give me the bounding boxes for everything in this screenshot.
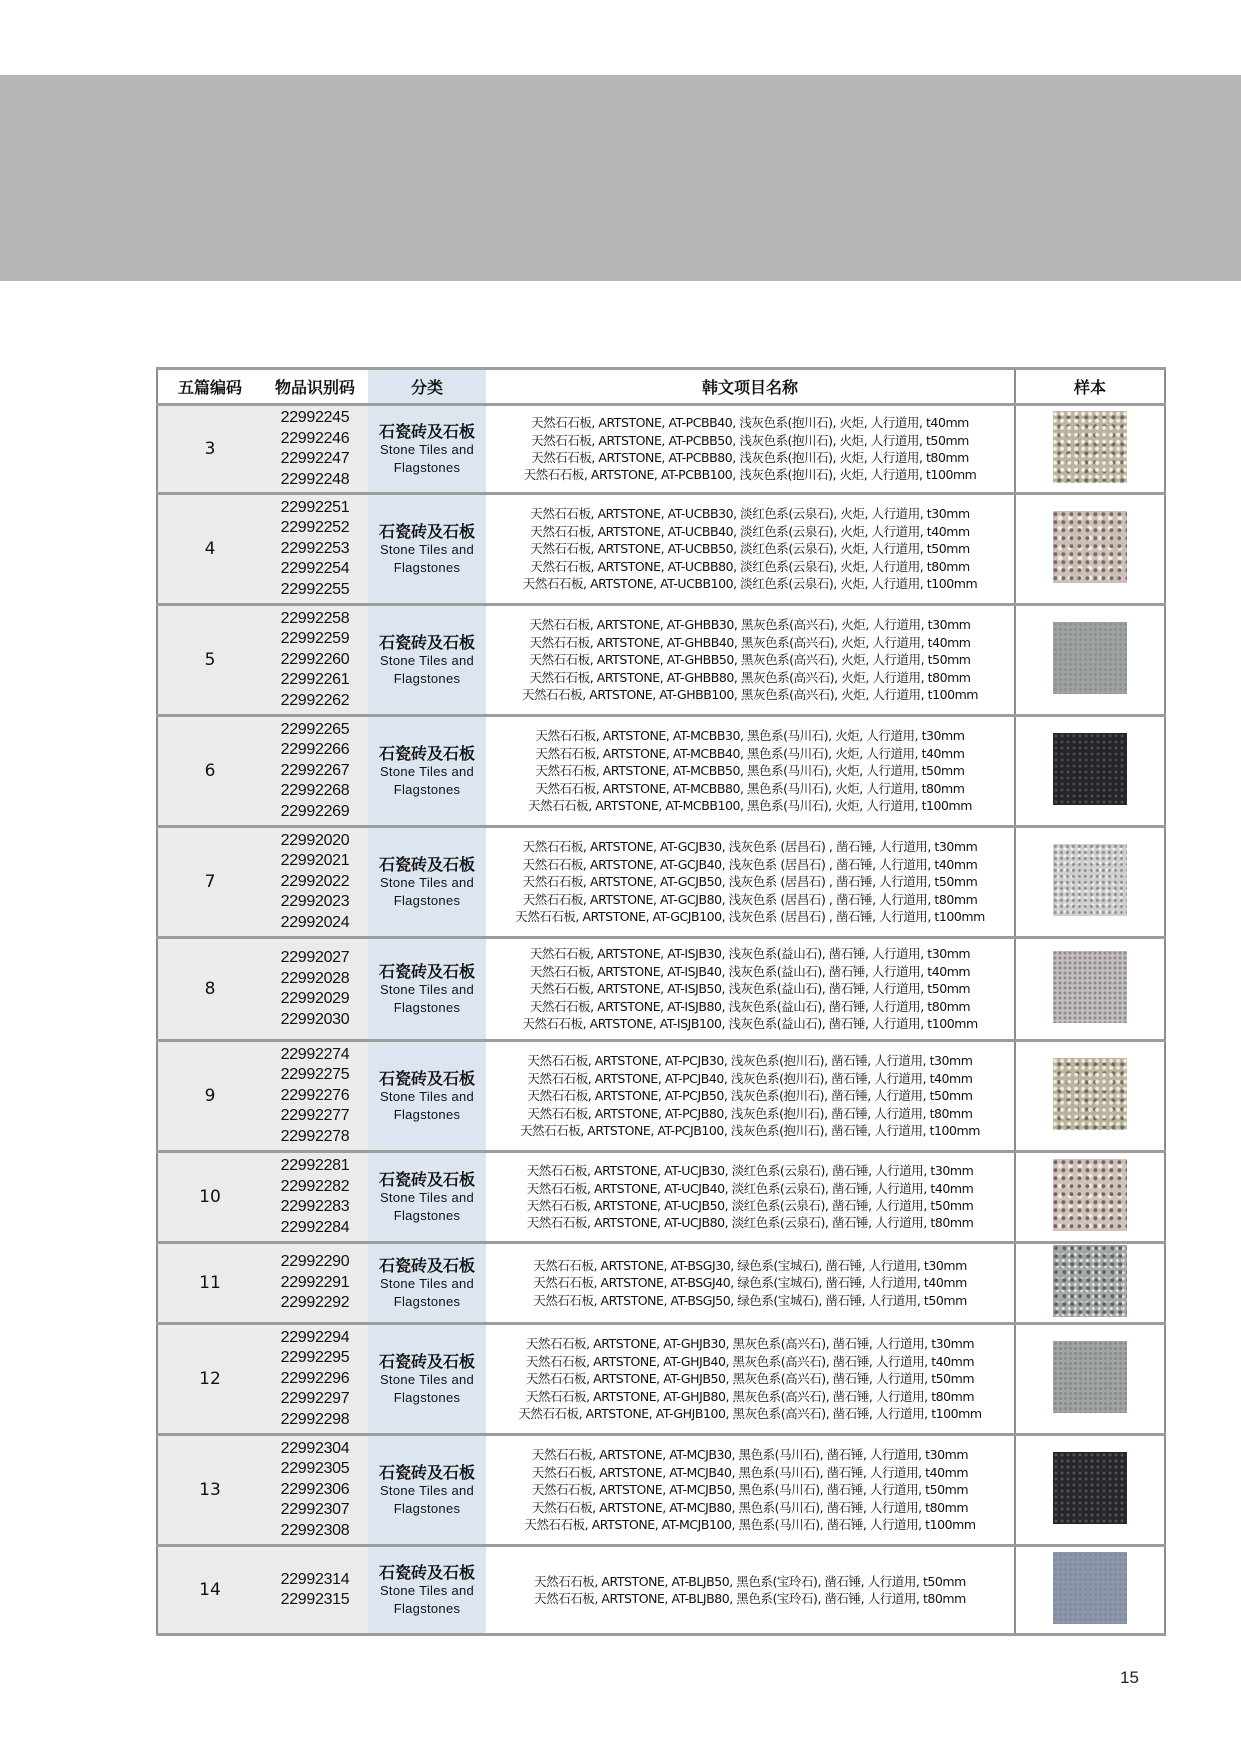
- row-item-ids: [262, 494, 368, 605]
- item-name: 天然石石板, ARTSTONE, AT-MCJB30, 黑色系(马川石), 凿石锤, 人行道用, t30mm: [531, 1447, 969, 1463]
- item-id: 22992304: [280, 1439, 350, 1457]
- item-name: 天然石石板, ARTSTONE, AT-PCBB50, 浅灰色系(抱川石), 火炬, 人行道用, t50mm: [531, 432, 969, 448]
- item-name: 天然石石板, ARTSTONE, AT-BSGJ40, 绿色系(宝城石), 凿石锤, 人行道用, t40mm: [533, 1275, 967, 1291]
- item-name: 天然石石板, ARTSTONE, AT-UCBB40, 淡红色系(云泉石), 火炬, 人行道用, t40mm: [530, 523, 970, 539]
- item-id: 22992291: [280, 1273, 350, 1291]
- header-category: 分类: [368, 369, 486, 405]
- item-id: 22992296: [280, 1369, 350, 1387]
- table-row: [157, 1243, 1165, 1324]
- row-item-ids: [262, 1243, 368, 1324]
- category-zh: 石瓷砖及石板: [378, 1068, 475, 1088]
- table-row: [157, 1546, 1165, 1635]
- row-item-names: [486, 938, 1015, 1041]
- item-id: 22992268: [280, 782, 350, 800]
- stone-sample-image: [1053, 511, 1127, 583]
- row-code: 11: [157, 1243, 262, 1324]
- header-five-chapter-code: 五篇编码: [157, 369, 262, 405]
- item-id: 22992246: [280, 429, 350, 447]
- item-name: 天然石石板, ARTSTONE, AT-PCBB80, 浅灰色系(抱川石), 火炬, 人行道用, t80mm: [531, 450, 969, 465]
- row-sample: [1015, 1546, 1165, 1635]
- item-name: 天然石石板, ARTSTONE, AT-ISJB100, 浅灰色系(益山石), 凿石锤, 人行道用, t100mm: [522, 1016, 978, 1032]
- item-name: 天然石石板, ARTSTONE, AT-MCJB100, 黑色系(马川石), 凿石锤, 人行道用, t100mm: [524, 1517, 976, 1533]
- table-row: [157, 1435, 1165, 1546]
- item-id: 22992245: [280, 409, 350, 426]
- stone-sample-image: [1053, 411, 1127, 483]
- row-code: 13: [157, 1435, 262, 1546]
- table-row: [157, 1152, 1165, 1243]
- row-item-ids: [262, 938, 368, 1041]
- item-id: 22992030: [280, 1010, 350, 1028]
- item-name: 天然石石板, ARTSTONE, AT-UCBB30, 淡红色系(云泉石), 火炬, 人行道用, t30mm: [530, 506, 970, 522]
- category-en: Stone Tiles and Flagstones: [379, 1275, 475, 1309]
- row-item-ids: [262, 1041, 368, 1152]
- category-zh: 石瓷砖及石板: [378, 1255, 475, 1275]
- row-item-names: [486, 494, 1015, 605]
- row-category: [368, 1435, 486, 1546]
- item-name: 天然石石板, ARTSTONE, AT-UCJB50, 淡红色系(云泉石), 凿石锤, 人行道用, t50mm: [526, 1198, 974, 1213]
- item-id: 22992258: [280, 609, 350, 627]
- item-id: 22992029: [280, 990, 350, 1007]
- category-en: Stone Tiles and Flagstones: [379, 1189, 475, 1223]
- table-row: [157, 494, 1165, 605]
- category-zh: 石瓷砖及石板: [378, 1562, 475, 1582]
- row-code: 9: [157, 1041, 262, 1152]
- header-band: [0, 75, 1241, 281]
- row-item-ids: [262, 1324, 368, 1435]
- item-name: 天然石石板, ARTSTONE, AT-ISJB40, 浅灰色系(益山石), 凿石锤, 人行道用, t40mm: [529, 963, 971, 979]
- row-item-names: [486, 1041, 1015, 1152]
- item-id: 22992028: [280, 969, 350, 987]
- item-name: 天然石石板, ARTSTONE, AT-MCBB80, 黑色系(马川石), 火炬, 人行道用, t80mm: [535, 780, 965, 796]
- row-sample: [1015, 938, 1165, 1041]
- stone-sample-image: [1053, 1058, 1127, 1130]
- item-name: 天然石石板, ARTSTONE, AT-BSGJ30, 绿色系(宝城石), 凿石锤, 人行道用, t30mm: [533, 1257, 967, 1273]
- item-name: 天然石石板, ARTSTONE, AT-GCJB40, 浅灰色系 (居昌石) , 凿石锤, 人行道用, t40mm: [522, 856, 978, 872]
- row-sample: [1015, 1435, 1165, 1546]
- row-category: [368, 827, 486, 938]
- row-category: [368, 405, 486, 494]
- item-id: 22992307: [280, 1501, 350, 1519]
- item-name: 天然石石板, ARTSTONE, AT-MCBB30, 黑色系(马川石), 火炬, 人行道用, t30mm: [535, 728, 965, 744]
- row-category: [368, 716, 486, 827]
- item-id: 22992021: [280, 852, 350, 870]
- item-name: 天然石石板, ARTSTONE, AT-BSGJ50, 绿色系(宝城石), 凿石锤, 人行道用, t50mm: [533, 1292, 967, 1308]
- item-id: 22992277: [280, 1107, 350, 1125]
- item-name: 天然石石板, ARTSTONE, AT-GHBB40, 黑灰色系(高兴石), 火炬, 人行道用, t40mm: [529, 634, 971, 650]
- item-id: 22992278: [280, 1127, 350, 1145]
- stone-sample-image: [1053, 733, 1127, 805]
- row-category: [368, 1243, 486, 1324]
- item-name: 天然石石板, ARTSTONE, AT-PCJB30, 浅灰色系(抱川石), 凿石锤, 人行道用, t30mm: [527, 1053, 973, 1069]
- item-id: 22992281: [280, 1157, 350, 1174]
- stone-sample-image: [1053, 1341, 1127, 1413]
- item-id: 22992308: [280, 1521, 350, 1539]
- header-sample: 样本: [1015, 369, 1165, 405]
- row-item-names: [486, 716, 1015, 827]
- table-row: [157, 405, 1165, 494]
- item-name: 天然石石板, ARTSTONE, AT-ISJB50, 浅灰色系(益山石), 凿石锤, 人行道用, t50mm: [529, 981, 971, 997]
- item-id: 22992290: [280, 1253, 350, 1271]
- row-item-names: [486, 1324, 1015, 1435]
- table-row: [157, 605, 1165, 716]
- row-sample: [1015, 827, 1165, 938]
- item-name: 天然石石板, ARTSTONE, AT-PCJB100, 浅灰色系(抱川石), 凿石锤, 人行道用, t100mm: [520, 1123, 980, 1139]
- stone-sample-image: [1053, 1245, 1127, 1317]
- item-name: 天然石石板, ARTSTONE, AT-PCBB100, 浅灰色系(抱川石), 火炬, 人行道用, t100mm: [523, 467, 977, 483]
- row-sample: [1015, 605, 1165, 716]
- category-en: Stone Tiles and Flagstones: [379, 1582, 475, 1616]
- stone-sample-image: [1053, 951, 1127, 1023]
- item-id: 22992027: [280, 949, 350, 966]
- item-name: 天然石石板, ARTSTONE, AT-PCJB80, 浅灰色系(抱川石), 凿石锤, 人行道用, t80mm: [527, 1105, 973, 1121]
- row-code: 6: [157, 716, 262, 827]
- item-name: 天然石石板, ARTSTONE, AT-GHJB50, 黑灰色系(高兴石), 凿石锤, 人行道用, t50mm: [525, 1371, 975, 1387]
- item-id: 22992261: [280, 671, 350, 689]
- item-name: 天然石石板, ARTSTONE, AT-GHBB100, 黑灰色系(高兴石), 火炬, 人行道用, t100mm: [521, 687, 979, 703]
- item-id: 22992022: [280, 872, 350, 890]
- item-id: 22992255: [280, 580, 350, 598]
- row-item-ids: [262, 827, 368, 938]
- category-en: Stone Tiles and Flagstones: [379, 441, 475, 475]
- category-en: Stone Tiles and Flagstones: [379, 1088, 475, 1122]
- row-item-names: [486, 1546, 1015, 1635]
- category-zh: 石瓷砖及石板: [378, 854, 475, 874]
- item-id: 22992282: [280, 1177, 350, 1195]
- item-id: 22992262: [280, 691, 350, 709]
- item-name: 天然石石板, ARTSTONE, AT-GHBB80, 黑灰色系(高兴石), 火炬, 人行道用, t80mm: [529, 669, 971, 685]
- item-name: 天然石石板, ARTSTONE, AT-GHJB100, 黑灰色系(高兴石), 凿石锤, 人行道用, t100mm: [518, 1406, 982, 1422]
- item-name: 天然石石板, ARTSTONE, AT-MCBB40, 黑色系(马川石), 火炬, 人行道用, t40mm: [535, 745, 965, 761]
- category-zh: 石瓷砖及石板: [378, 1169, 475, 1189]
- item-id: 22992024: [280, 913, 350, 931]
- table-row: [157, 716, 1165, 827]
- item-name: 天然石石板, ARTSTONE, AT-PCBB40, 浅灰色系(抱川石), 火炬, 人行道用, t40mm: [531, 415, 969, 431]
- item-name: 天然石石板, ARTSTONE, AT-MCJB80, 黑色系(马川石), 凿石锤, 人行道用, t80mm: [531, 1499, 969, 1515]
- row-code: 3: [157, 405, 262, 494]
- row-item-names: [486, 405, 1015, 494]
- item-name: 天然石石板, ARTSTONE, AT-MCJB50, 黑色系(马川石), 凿石锤, 人行道用, t50mm: [531, 1482, 969, 1498]
- item-id: 22992254: [280, 560, 350, 578]
- item-id: 22992298: [280, 1410, 350, 1428]
- category-zh: 石瓷砖及石板: [378, 743, 475, 763]
- row-code: 7: [157, 827, 262, 938]
- row-category: [368, 1324, 486, 1435]
- table-row: [157, 1041, 1165, 1152]
- row-item-names: [486, 1243, 1015, 1324]
- row-category: [368, 1041, 486, 1152]
- item-name: 天然石石板, ARTSTONE, AT-MCBB50, 黑色系(马川石), 火炬, 人行道用, t50mm: [535, 763, 965, 779]
- item-name: 天然石石板, ARTSTONE, AT-ISJB80, 浅灰色系(益山石), 凿石锤, 人行道用, t80mm: [529, 998, 971, 1014]
- item-id: 22992020: [280, 831, 350, 849]
- item-id: 22992023: [280, 893, 350, 911]
- category-en: Stone Tiles and Flagstones: [379, 1482, 475, 1516]
- item-id: 22992292: [280, 1294, 350, 1312]
- table-header-row: [157, 369, 1165, 405]
- item-id: 22992274: [280, 1045, 350, 1063]
- category-en: Stone Tiles and Flagstones: [379, 541, 475, 575]
- item-id: 22992276: [280, 1086, 350, 1104]
- row-sample: [1015, 1152, 1165, 1243]
- item-name: 天然石石板, ARTSTONE, AT-UCJB40, 淡红色系(云泉石), 凿石锤, 人行道用, t40mm: [526, 1180, 974, 1196]
- row-item-ids: [262, 1546, 368, 1635]
- row-category: [368, 494, 486, 605]
- header-item-name: 韩文项目名称: [486, 369, 1015, 405]
- category-zh: 石瓷砖及石板: [378, 632, 475, 652]
- item-id: 22992305: [280, 1460, 350, 1478]
- category-en: Stone Tiles and Flagstones: [379, 1371, 475, 1405]
- item-name: 天然石石板, ARTSTONE, AT-BLJB50, 黑色系(宝玲石), 凿石锤, 人行道用, t50mm: [534, 1573, 966, 1589]
- item-id: 22992306: [280, 1480, 350, 1498]
- item-id: 22992294: [280, 1328, 350, 1346]
- item-name: 天然石石板, ARTSTONE, AT-UCBB50, 淡红色系(云泉石), 火炬, 人行道用, t50mm: [530, 541, 970, 557]
- row-sample: [1015, 716, 1165, 827]
- stone-sample-image: [1053, 622, 1127, 694]
- row-sample: [1015, 405, 1165, 494]
- row-category: [368, 605, 486, 716]
- item-name: 天然石石板, ARTSTONE, AT-GHBB50, 黑灰色系(高兴石), 火炬, 人行道用, t50mm: [529, 652, 971, 668]
- row-item-ids: [262, 1435, 368, 1546]
- table-row: [157, 1324, 1165, 1435]
- item-id: 22992297: [280, 1390, 350, 1408]
- row-item-ids: [262, 605, 368, 716]
- header-item-id: 物品识别码: [262, 369, 368, 405]
- category-zh: 石瓷砖及石板: [378, 961, 475, 981]
- item-name: 天然石石板, ARTSTONE, AT-GHJB80, 黑灰色系(高兴石), 凿石锤, 人行道用, t80mm: [525, 1388, 975, 1404]
- category-en: Stone Tiles and Flagstones: [379, 763, 475, 797]
- category-zh: 石瓷砖及石板: [378, 1351, 475, 1371]
- item-id: 22992253: [280, 539, 350, 557]
- item-name: 天然石石板, ARTSTONE, AT-GCJB100, 浅灰色系 (居昌石) , 凿石锤, 人行道用, t100mm: [515, 909, 985, 925]
- item-name: 天然石石板, ARTSTONE, AT-PCJB40, 浅灰色系(抱川石), 凿石锤, 人行道用, t40mm: [527, 1070, 973, 1086]
- stone-sample-image: [1053, 1159, 1127, 1231]
- row-category: [368, 1546, 486, 1635]
- item-name: 天然石石板, ARTSTONE, AT-UCBB80, 淡红色系(云泉石), 火炬, 人行道用, t80mm: [530, 558, 970, 574]
- item-id: 22992267: [280, 761, 350, 779]
- row-sample: [1015, 494, 1165, 605]
- row-sample: [1015, 1041, 1165, 1152]
- item-name: 天然石石板, ARTSTONE, AT-GHBB30, 黑灰色系(高兴石), 火炬, 人行道用, t30mm: [529, 617, 971, 633]
- item-id: 22992284: [280, 1218, 350, 1236]
- row-sample: [1015, 1243, 1165, 1324]
- item-id: 22992260: [280, 650, 350, 668]
- item-name: 天然石石板, ARTSTONE, AT-ISJB30, 浅灰色系(益山石), 凿石锤, 人行道用, t30mm: [529, 946, 971, 962]
- item-name: 天然石石板, ARTSTONE, AT-GCJB50, 浅灰色系 (居昌石) , 凿石锤, 人行道用, t50mm: [522, 874, 978, 890]
- item-id: 22992283: [280, 1198, 350, 1215]
- page-number: 15: [1120, 1668, 1139, 1687]
- item-id: 22992275: [280, 1066, 350, 1084]
- table-body: [157, 405, 1165, 1635]
- item-name: 天然石石板, ARTSTONE, AT-PCJB50, 浅灰色系(抱川石), 凿石锤, 人行道用, t50mm: [527, 1088, 973, 1104]
- row-category: [368, 938, 486, 1041]
- row-item-names: [486, 605, 1015, 716]
- item-id: 22992251: [280, 498, 350, 516]
- category-en: Stone Tiles and Flagstones: [379, 652, 475, 686]
- item-name: 天然石石板, ARTSTONE, AT-GCJB80, 浅灰色系 (居昌石) , 凿石锤, 人行道用, t80mm: [522, 891, 978, 907]
- row-category: [368, 1152, 486, 1243]
- stone-sample-image: [1053, 1452, 1127, 1524]
- row-code: 10: [157, 1152, 262, 1243]
- row-code: 12: [157, 1324, 262, 1435]
- row-item-ids: [262, 716, 368, 827]
- item-name: 天然石石板, ARTSTONE, AT-UCJB80, 淡红色系(云泉石), 凿石锤, 人行道用, t80mm: [526, 1215, 974, 1231]
- category-zh: 石瓷砖及石板: [378, 1462, 475, 1482]
- item-name: 天然石石板, ARTSTONE, AT-UCJB30, 淡红色系(云泉石), 凿石锤, 人行道用, t30mm: [526, 1163, 974, 1179]
- stone-sample-image: [1053, 844, 1127, 916]
- item-id: 22992252: [280, 519, 350, 537]
- item-name: 天然石石板, ARTSTONE, AT-GHJB30, 黑灰色系(高兴石), 凿石锤, 人行道用, t30mm: [525, 1336, 975, 1352]
- row-sample: [1015, 1324, 1165, 1435]
- category-zh: 石瓷砖及石板: [378, 421, 475, 441]
- row-item-ids: [262, 405, 368, 494]
- item-name: 天然石石板, ARTSTONE, AT-MCJB40, 黑色系(马川石), 凿石锤, 人行道用, t40mm: [531, 1464, 969, 1480]
- row-code: 5: [157, 605, 262, 716]
- row-item-names: [486, 827, 1015, 938]
- category-en: Stone Tiles and Flagstones: [379, 981, 475, 1015]
- row-code: 8: [157, 938, 262, 1041]
- row-item-names: [486, 1435, 1015, 1546]
- row-item-ids: [262, 1152, 368, 1243]
- item-name: 天然石石板, ARTSTONE, AT-GCJB30, 浅灰色系 (居昌石) , 凿石锤, 人行道用, t30mm: [522, 839, 978, 855]
- stone-sample-image: [1053, 1552, 1127, 1624]
- row-item-names: [486, 1152, 1015, 1243]
- table-row: [157, 827, 1165, 938]
- item-name: 天然石石板, ARTSTONE, AT-MCBB100, 黑色系(马川石), 火炬, 人行道用, t100mm: [527, 798, 973, 814]
- item-id: 22992247: [280, 450, 350, 467]
- item-id: 22992259: [280, 630, 350, 648]
- item-id: 22992248: [280, 470, 350, 488]
- item-name: 天然石石板, ARTSTONE, AT-GHJB40, 黑灰色系(高兴石), 凿石锤, 人行道用, t40mm: [525, 1353, 975, 1369]
- item-id: 22992266: [280, 741, 350, 759]
- catalog-table: [156, 367, 1166, 1636]
- item-id: 22992265: [280, 720, 350, 738]
- item-id: 22992314: [280, 1570, 350, 1588]
- category-zh: 石瓷砖及石板: [378, 521, 475, 541]
- item-id: 22992295: [280, 1349, 350, 1367]
- row-code: 14: [157, 1546, 262, 1635]
- item-id: 22992269: [280, 802, 350, 820]
- item-name: 天然石石板, ARTSTONE, AT-UCBB100, 淡红色系(云泉石), 火炬, 人行道用, t100mm: [522, 576, 978, 592]
- category-en: Stone Tiles and Flagstones: [379, 874, 475, 908]
- item-name: 天然石石板, ARTSTONE, AT-BLJB80, 黑色系(宝玲石), 凿石锤, 人行道用, t80mm: [534, 1591, 966, 1606]
- item-id: 22992315: [280, 1591, 350, 1608]
- table-row: [157, 938, 1165, 1041]
- row-code: 4: [157, 494, 262, 605]
